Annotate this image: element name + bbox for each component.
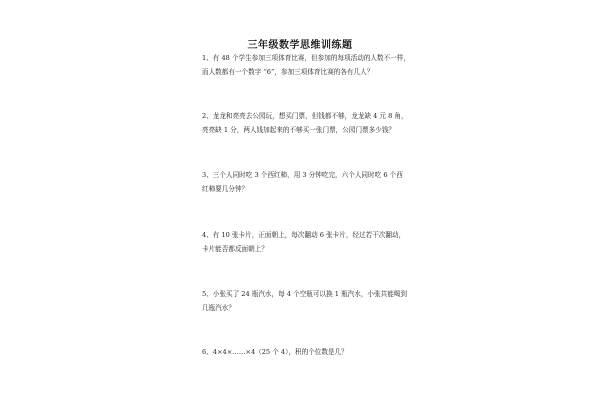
question-5 [202, 288, 412, 315]
worksheet-title: 三年级数学思维训练题 [247, 40, 353, 51]
question-1-line-2: 而人数都有一个数字 “6”，参加三项体育比赛的各有几人？ [202, 67, 374, 76]
question-3 [202, 169, 412, 196]
question-2-line-1: 2、龙龙和亮亮去公园玩，想买门票，但钱都不够，龙龙缺 4 元 8 角， [202, 112, 408, 120]
question-1 [202, 52, 412, 79]
question-4-line-1: 4、有 10 张卡片，正面朝上，每次翻动 6 张卡片，经过若干次翻动， [202, 231, 406, 239]
question-2 [202, 110, 412, 137]
question-5-line-2: 几瓶汽水？ [202, 303, 235, 312]
question-3-line-2: 红柿要几分钟？ [202, 184, 249, 193]
question-4 [202, 229, 412, 256]
question-2-line-2: 亮亮缺 1 分，两人钱加起来的不够买一张门票，公园门票多少钱？ [202, 125, 396, 134]
question-3-line-1: 3、三个人同时吃 3 个西红柿，用 3 分钟吃完，六个人同时吃 6 个西 [202, 171, 403, 179]
question-6-line-1: 6、4×4×……×4（25 个 4），积的个位数是几？ [202, 348, 348, 356]
question-6 [202, 346, 412, 360]
question-5-line-1: 5、小张买了 24 瓶汽水，每 4 个空瓶可以换 1 瓶汽水，小张共能喝到 [202, 290, 407, 298]
question-4-line-2: 卡片能否都反面朝上？ [202, 244, 268, 253]
question-1-line-1: 1、有 48 个学生参加三项体育比赛，但参加的每项活动的人数不一样， [202, 54, 410, 62]
